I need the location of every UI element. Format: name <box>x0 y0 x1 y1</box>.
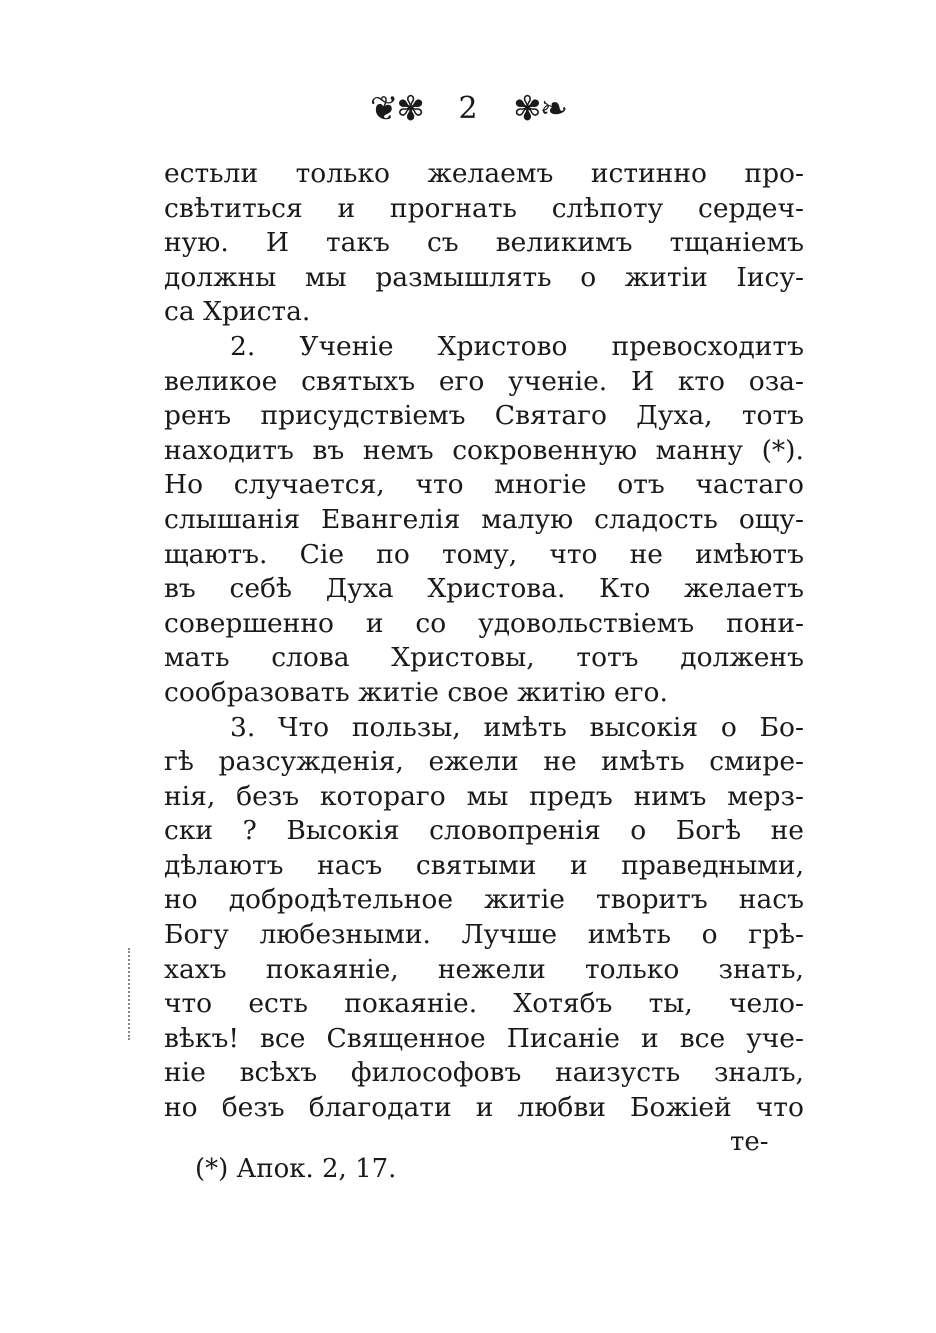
text-line <box>164 883 804 918</box>
word: наизусть <box>555 1057 681 1089</box>
word: 2. <box>230 330 256 362</box>
word: его <box>438 365 485 397</box>
word: находитъ <box>164 434 294 466</box>
page-header <box>0 88 936 129</box>
word: творитъ <box>596 884 708 916</box>
word: его. <box>613 676 668 708</box>
word: что <box>415 469 464 501</box>
word: о <box>701 919 718 951</box>
word: свое <box>447 676 509 708</box>
word: Что <box>278 711 330 743</box>
word: Кто <box>599 573 651 605</box>
word: тому, <box>441 538 518 570</box>
word: насъ <box>738 884 804 916</box>
word: ? <box>242 815 257 847</box>
word: себѣ <box>229 573 292 605</box>
word: въ <box>312 434 345 466</box>
word: со <box>415 607 447 639</box>
word: малую <box>481 503 574 535</box>
word: только <box>295 158 390 189</box>
word: желаемъ <box>427 158 554 189</box>
word: Іису- <box>736 261 804 293</box>
word: Евангелія <box>321 503 461 535</box>
word: по <box>376 538 410 570</box>
text-line <box>164 226 804 261</box>
word: философовъ <box>350 1057 522 1089</box>
word: зналъ, <box>713 1057 804 1089</box>
text-line <box>164 399 804 434</box>
word: житіе <box>358 676 439 708</box>
word: но <box>164 1092 198 1124</box>
text-line <box>164 192 804 227</box>
word: прогнать <box>389 192 517 224</box>
word: щаютъ. <box>164 538 268 570</box>
text-line <box>164 711 804 746</box>
word: Писаніе <box>506 1022 620 1054</box>
word: Бо- <box>759 711 804 743</box>
word: и <box>569 849 588 881</box>
word: нежели <box>437 953 546 985</box>
word: все <box>260 1022 306 1054</box>
body-text <box>164 157 804 1126</box>
word: хахъ <box>164 953 227 985</box>
word: великое <box>164 365 278 397</box>
word: кто <box>677 365 725 397</box>
text-line <box>164 330 804 365</box>
word: и <box>365 607 384 639</box>
word: покаяніе. <box>344 988 478 1020</box>
word: святыхъ <box>301 365 416 397</box>
word: такъ <box>326 227 390 259</box>
word: многіе <box>494 469 587 501</box>
word: естьли <box>164 158 259 189</box>
word: пользы, <box>351 711 461 743</box>
word: и <box>641 1022 659 1054</box>
footnote: (*) Апок. 2, 17. <box>195 1154 397 1184</box>
text-line <box>164 676 804 711</box>
word: ренъ <box>164 400 232 432</box>
word: любви <box>517 1092 606 1124</box>
word: не <box>543 746 577 778</box>
word: съ <box>426 227 459 259</box>
text-line <box>164 295 804 330</box>
word: ежели <box>428 746 519 778</box>
word: разсужденія, <box>218 746 404 778</box>
word: (*). <box>761 434 804 466</box>
word: о <box>630 815 647 847</box>
word: мерз- <box>727 780 804 812</box>
word: тотъ <box>576 642 639 674</box>
text-line <box>164 538 804 573</box>
word: есть <box>248 988 308 1020</box>
word: долженъ <box>680 642 804 674</box>
word: не <box>629 538 663 570</box>
word: житіе <box>484 884 565 916</box>
word: что <box>755 1092 804 1124</box>
page-number: 2 <box>458 91 478 126</box>
word: насъ <box>317 849 383 881</box>
word: свѣтиться <box>164 192 303 224</box>
text-line <box>164 503 804 538</box>
word: смире- <box>709 746 804 778</box>
text-line <box>164 261 804 296</box>
word: отъ <box>617 469 665 501</box>
word: не <box>770 815 804 847</box>
word: ученіе. <box>508 365 608 397</box>
text-line <box>164 987 804 1022</box>
ornament-left-icon: ❦✾ <box>369 89 423 129</box>
text-line <box>164 849 804 884</box>
word: ски <box>164 815 214 847</box>
text-line <box>164 641 804 676</box>
word: Но <box>164 469 204 501</box>
word: житіи <box>624 261 708 293</box>
word: Христа. <box>203 296 311 328</box>
word: мы <box>466 780 509 812</box>
text-line <box>164 1022 804 1057</box>
word: сладость <box>594 503 718 535</box>
word: истинно <box>590 158 707 189</box>
word: житію <box>517 676 606 708</box>
word: Христово <box>437 330 568 362</box>
word: безъ <box>221 1092 285 1124</box>
text-line <box>164 572 804 607</box>
word: Божіей <box>630 1092 732 1124</box>
text-line <box>164 918 804 953</box>
word: предъ <box>529 780 613 812</box>
word: удовольствіемъ <box>478 607 695 639</box>
word: 3. <box>230 711 256 743</box>
word: вѣкъ! <box>164 1022 239 1054</box>
word: Богѣ <box>675 815 742 847</box>
word: Христовы, <box>391 642 535 674</box>
text-line <box>164 607 804 642</box>
word: Духа <box>325 573 394 605</box>
text-line <box>164 468 804 503</box>
word: Святаго <box>494 400 608 432</box>
word: тщаніемъ <box>669 227 804 259</box>
word: ты, <box>648 988 693 1020</box>
text-line <box>164 365 804 400</box>
word: и <box>337 192 356 224</box>
word: Духа, <box>636 400 713 432</box>
catchword: те- <box>730 1127 769 1157</box>
word: совершенно <box>164 607 334 639</box>
word: нимъ <box>633 780 707 812</box>
word: дѣлаютъ <box>164 849 284 881</box>
word: ніе <box>164 1057 206 1089</box>
word: чело- <box>729 988 804 1020</box>
word: что <box>549 538 598 570</box>
word: мать <box>164 642 230 674</box>
text-line <box>164 780 804 815</box>
word: гѣ <box>164 746 194 778</box>
word: словопренія <box>429 815 601 847</box>
word: Священное <box>326 1022 486 1054</box>
word: святыми <box>415 849 537 881</box>
word: любезными. <box>259 919 431 951</box>
ornament-right-icon: ✾❧ <box>513 89 567 129</box>
word: Высокія <box>286 815 400 847</box>
word: сообразовать <box>164 676 350 708</box>
word: покаяніе, <box>265 953 399 985</box>
word: Христова. <box>427 573 566 605</box>
text-line <box>164 814 804 849</box>
word: въ <box>164 573 196 605</box>
word: пони- <box>726 607 804 639</box>
word: добродѣтельное <box>228 884 454 916</box>
word: желаетъ <box>684 573 804 605</box>
word: о <box>580 261 597 293</box>
word: превосходитъ <box>611 330 804 362</box>
word: Сіе <box>299 538 345 570</box>
text-line <box>164 1056 804 1091</box>
word: благодати <box>308 1092 452 1124</box>
word: размышлять <box>375 261 552 293</box>
word: только <box>584 953 680 985</box>
word: великимъ <box>495 227 633 259</box>
word: присудствіемъ <box>260 400 466 432</box>
word: что <box>164 988 213 1020</box>
word: о <box>720 711 737 743</box>
word: Хотябъ <box>513 988 613 1020</box>
word: нія, <box>164 780 216 812</box>
text-line <box>164 434 804 469</box>
word: манну <box>655 434 744 466</box>
word: уче- <box>746 1022 804 1054</box>
text-line <box>164 157 804 192</box>
word: грѣ- <box>748 919 804 951</box>
word: все <box>679 1022 726 1054</box>
word: И <box>265 227 289 259</box>
word: должны <box>164 261 277 293</box>
word: немъ <box>362 434 434 466</box>
word: знать, <box>718 953 804 985</box>
text-line <box>164 1091 804 1126</box>
margin-mark <box>128 948 136 1040</box>
text-line <box>164 953 804 988</box>
word: Лучше <box>461 919 558 951</box>
word: имѣютъ <box>695 538 804 570</box>
word: имѣть <box>601 746 685 778</box>
word: сокровенную <box>452 434 638 466</box>
word: са <box>164 296 195 328</box>
word: про- <box>744 158 804 189</box>
word: и <box>475 1092 494 1124</box>
word: слова <box>271 642 350 674</box>
word: ную. <box>164 227 229 259</box>
word: Ученіе <box>299 330 394 362</box>
word: имѣть <box>587 919 672 951</box>
word: оза- <box>748 365 804 397</box>
word: всѣхъ <box>239 1057 318 1089</box>
word: И <box>630 365 655 397</box>
word: сердеч- <box>698 192 804 224</box>
word: имѣть <box>483 711 567 743</box>
word: слѣпоту <box>551 192 664 224</box>
word: праведными, <box>621 849 804 881</box>
word: Богу <box>164 919 229 951</box>
word: случается, <box>233 469 385 501</box>
word: ощу- <box>738 503 804 535</box>
word: безъ <box>236 780 300 812</box>
word: высокія <box>589 711 699 743</box>
word: тотъ <box>741 400 804 432</box>
word: котораго <box>319 780 446 812</box>
word: мы <box>304 261 347 293</box>
word: частаго <box>695 469 804 501</box>
word: слышанія <box>164 503 301 535</box>
text-line <box>164 745 804 780</box>
word: но <box>164 884 198 916</box>
